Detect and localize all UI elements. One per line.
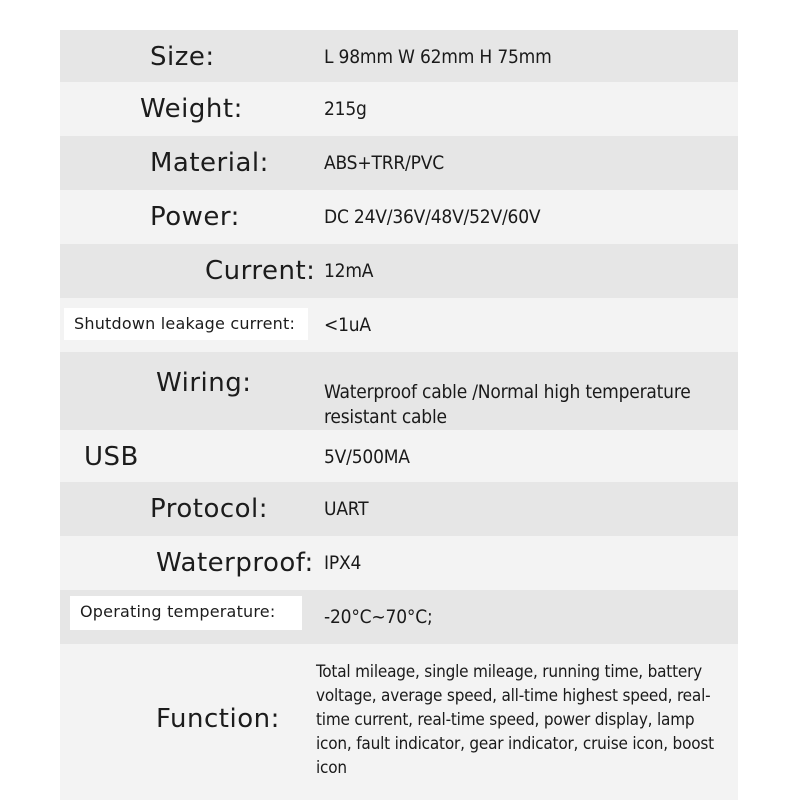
spec-label-current: Current: <box>205 256 316 286</box>
spec-value-waterproof: IPX4 <box>324 552 362 574</box>
spec-label-power: Power: <box>150 202 240 232</box>
spec-label-weight: Weight: <box>140 94 243 124</box>
spec-label-material: Material: <box>150 148 269 178</box>
spec-row-material <box>60 136 738 190</box>
spec-value-function: Total mileage, single mileage, running time, battery voltage, average speed, all-time highest speed, real-time current, real-time speed, power display, lamp icon, fault indicator, gear indicator, cruise icon, boost icon <box>316 662 714 778</box>
spec-label-wiring: Wiring: <box>156 368 252 398</box>
spec-value-current: 12mA <box>324 260 374 282</box>
spec-row-operating-temperature <box>60 590 738 644</box>
spec-value-power: DC 24V/36V/48V/52V/60V <box>324 206 541 228</box>
spec-row-waterproof <box>60 536 738 590</box>
spec-value-operating-temperature: -20°C~70°C; <box>324 606 433 628</box>
spec-label-usb: USB <box>84 442 139 472</box>
spec-label-waterproof: Waterproof: <box>156 548 314 578</box>
spec-row-protocol <box>60 482 738 536</box>
spec-value-usb: 5V/500MA <box>324 446 410 468</box>
spec-label-operating-temperature: Operating temperature: <box>70 596 302 630</box>
spec-row-shutdown-leakage <box>60 298 738 352</box>
spec-value-protocol: UART <box>324 498 369 520</box>
spec-value-wiring: Waterproof cable /Normal high temperature resistant cable <box>324 381 691 428</box>
spec-table <box>60 30 738 800</box>
spec-row-weight <box>60 82 738 136</box>
spec-value-shutdown-leakage: <1uA <box>324 314 371 336</box>
spec-label-size: Size: <box>150 42 215 72</box>
spec-value-size: L 98mm W 62mm H 75mm <box>324 46 552 68</box>
spec-row-usb <box>60 430 738 482</box>
spec-row-current <box>60 244 738 298</box>
spec-value-material: ABS+TRR/PVC <box>324 152 444 174</box>
spec-row-power <box>60 190 738 244</box>
spec-label-function: Function: <box>156 704 280 734</box>
spec-label-shutdown-leakage: Shutdown leakage current: <box>64 308 308 340</box>
spec-row-wiring <box>60 352 738 430</box>
spec-label-protocol: Protocol: <box>150 494 269 524</box>
spec-row-function <box>60 644 738 800</box>
spec-row-size <box>60 30 738 82</box>
spec-value-weight: 215g <box>324 98 367 120</box>
